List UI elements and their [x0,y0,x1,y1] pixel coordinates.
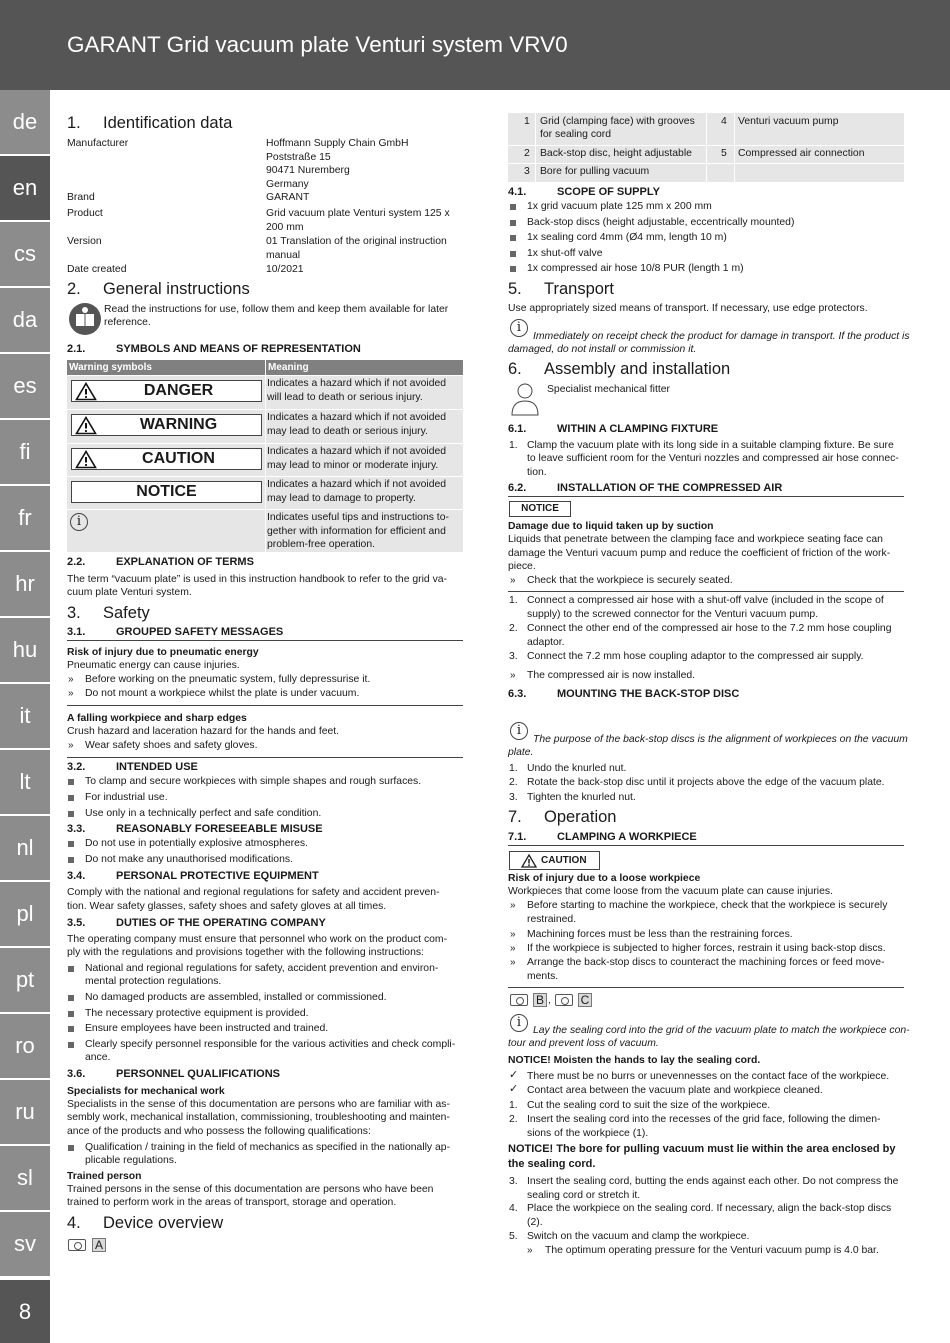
check-icon: ✓ [509,1069,519,1081]
bullet-arrow: » [68,674,74,685]
misuse-1: Do not use in potentially explosive atmospheres. [85,838,308,849]
air-step-text: supply) to the screwed connector for the Venturi vacuum pump. [527,608,819,620]
loose-workpiece-text: Workpieces that come loose from the vacuum plate can cause injuries. [508,886,833,897]
id-value: 01 Translation of the original instruction [266,236,447,247]
trained-person-title: Trained person [67,1171,142,1182]
divider [508,591,904,592]
bullet-square [510,220,516,226]
language-tab-pt[interactable]: pt [0,948,50,1012]
step-number: 3. [509,651,518,662]
warning-triangle-icon [521,854,537,868]
suction-warning-title: Damage due to liquid taken up by suction [508,521,714,532]
duties-text-line1: The operating company must ensure that personnel who work on the product com- [67,934,448,945]
id-label: Version [67,236,102,247]
person-icon [509,382,541,416]
general-intro-line2: reference. [104,317,151,328]
section-7-heading: 7. Operation [508,808,617,826]
divider [508,987,904,988]
suction-text-line2: damage the Venturi vacuum pump and reduce the coefficient of friction of the work- [508,548,891,559]
signal-word-label: WARNING [139,416,218,433]
info-icon: i [510,319,528,337]
page-header [0,0,950,90]
figure-label-b: B [533,993,547,1007]
part-name: Venturi vacuum pump [738,116,839,127]
language-tab-pl[interactable]: pl [0,882,50,946]
part-name: Back-stop disc, height adjustable [540,148,692,159]
bullet-square [510,235,516,241]
id-label: Manufacturer [67,138,129,149]
page-number: 8 [0,1280,50,1343]
figure-label-a: A [92,1238,106,1252]
meaning-text: may lead to minor or moderate injury. [267,459,439,471]
transport-info-line1: Immediately on receipt check the product for damage in transport. If the product is [533,331,910,342]
section-2-1-heading: 2.1. SYMBOLS AND MEANS OF REPRESENTATION [67,343,361,355]
id-label: Product [67,208,103,219]
camera-icon [510,994,528,1006]
signal-word-notice [71,481,262,503]
pneumatic-item-2: Do not mount a workpiece whilst the plate is under vacuum. [85,688,360,699]
bullet-arrow: » [68,688,74,699]
section-6-heading: 6. Assembly and installation [508,360,731,378]
part-name: Grid (clamping face) with grooves [540,116,695,127]
signal-word-danger [71,380,262,402]
mechanical-specialists-title: Specialists for mechanical work [67,1086,225,1097]
section-3-6-heading: 3.6. PERSONNEL QUALIFICATIONS [67,1068,280,1080]
language-tab-es[interactable]: es [0,354,50,418]
transport-text: Use appropriately sized means of transport. If necessary, use edge protectors. [508,303,868,314]
language-tab-sl[interactable]: sl [0,1146,50,1210]
section-6-3-heading: 6.3. MOUNTING THE BACK-STOP DISC [508,688,740,700]
sealing-step: Insert the sealing cord, butting the ends against each other. Do not compress the [527,1176,899,1187]
supply-item: 1x shut-off valve [527,247,603,259]
duties-item-1a: National and regional regulations for safety, accident prevention and environ- [85,963,439,974]
id-value: 200 mm [266,221,304,233]
divider [734,113,735,182]
divider [67,640,463,641]
bullet-arrow: » [527,1245,533,1256]
language-tab-de[interactable]: de [0,90,50,154]
step-number: 2. [509,623,518,634]
bullet-square [68,995,74,1001]
id-label: Brand [67,192,95,203]
step-number: 1. [509,440,518,451]
bullet-arrow: » [510,670,516,681]
clamping-item: ments. [527,970,559,982]
table-header-meaning: Meaning [265,360,463,375]
mech-text-line3: ance of the products and who possess the following qualifications: [67,1126,371,1137]
step-number: 1. [509,595,518,606]
language-tab-nl[interactable]: nl [0,816,50,880]
bullet-arrow: » [510,900,516,911]
language-tab-en[interactable]: en [0,156,50,220]
bullet-square [68,857,74,863]
symbol-cell [67,510,265,552]
intended-use-3: Use only in a technically perfect and safe condition. [85,808,322,819]
figure-label-c: C [578,993,592,1007]
bullet-square [510,251,516,257]
bullet-arrow: » [510,575,516,586]
clamping-item: restrained. [527,913,577,925]
meaning-text: will lead to death or serious injury. [267,391,423,403]
notice-bore-line1: NOTICE! The bore for pulling vacuum must lie within the area enclosed by [508,1143,896,1155]
air-step-text: Connect the 7.2 mm hose coupling adaptor to the compressed air supply. [527,651,864,662]
bullet-square [68,795,74,801]
misuse-2: Do not make any unauthorised modifications. [85,854,293,865]
mech-text-line2: sembly work, mechanical installation, commissioning, troubleshooting and mainten- [67,1112,450,1123]
id-value: Hoffmann Supply Chain GmbH [266,138,409,149]
supply-item: 1x compressed air hose 10/8 PUR (length 1 m) [527,263,744,275]
caution-badge [509,851,600,870]
language-tab-da[interactable]: da [0,288,50,352]
step-number: 5. [509,1231,518,1242]
part-number: 4 [721,116,727,127]
section-3-5-heading: 3.5. DUTIES OF THE OPERATING COMPANY [67,917,326,929]
sealing-step: Insert the sealing cord into the recesses of the grid face, following the dimen- [527,1114,881,1125]
part-number: 3 [524,166,530,177]
loose-workpiece-title: Risk of injury due to a loose workpiece [508,873,701,884]
bullet-square [68,1145,74,1151]
section-5-heading: 5. Transport [508,280,614,298]
signal-word-warning [71,414,262,436]
caution-label: CAUTION [541,855,587,866]
pneumatic-warning-title: Risk of injury due to pneumatic energy [67,647,259,658]
duties-item-5a: Clearly specify personnel responsible for the various activities and check compli- [85,1039,456,1050]
clamping-item: Before starting to machine the workpiece, check that the workpiece is securely [527,900,888,911]
language-tab-hr[interactable]: hr [0,552,50,616]
supply-item: Back-stop discs (height adjustable, eccentrically mounted) [527,216,795,228]
duties-item-2: No damaged products are assembled, installed or commissioned. [85,992,387,1003]
backstop-step-2: Rotate the back-stop disc until it projects above the edge of the vacuum plate. [527,777,885,788]
supply-item: 1x grid vacuum plate 125 mm x 200 mm [527,201,712,212]
bullet-square [68,811,74,817]
meaning-text: Indicates a hazard which if not avoided [267,412,447,423]
sealing-step: sions of the workpiece (1). [527,1127,649,1139]
id-value: 90471 Nuremberg [266,165,350,176]
meaning-text: gether with information for efficient and [267,525,446,537]
check-icon: ✓ [509,1083,519,1095]
step-number: 3. [509,792,518,803]
language-tab-it[interactable]: it [0,684,50,748]
language-tab-hu[interactable]: hu [0,618,50,682]
step-number: 2. [509,1114,518,1125]
trained-text-line2: trained to perform work in the areas of transport, storage and operation. [67,1197,397,1208]
part-number: 5 [721,148,727,159]
bullet-square [68,779,74,785]
duties-item-1b: mental protection regulations. [85,976,222,987]
info-icon: i [70,513,88,531]
divider [508,845,904,846]
bullet-square [68,966,74,972]
terms-text-line1: The term “vacuum plate” is used in this instruction handbook to refer to the grid va- [67,574,448,585]
notice-moisten: NOTICE! Moisten the hands to lay the sealing cord. [508,1055,761,1066]
read-manual-icon [68,302,102,336]
id-label: Date created [67,264,127,275]
section-4-heading: 4. Device overview [67,1214,224,1232]
duties-item-4: Ensure employees have been instructed and trained. [85,1023,329,1034]
sealing-info-line1: Lay the sealing cord into the grid of the vacuum plate to match the workpiece con- [533,1025,910,1036]
language-tab-ro[interactable]: ro [0,1014,50,1078]
signal-word-label: NOTICE [136,483,197,500]
part-name: Compressed air connection [738,148,865,159]
signal-word-label: DANGER [143,382,214,399]
meaning-text: Indicates a hazard which if not avoided [267,378,447,389]
section-1-heading: 1. Identification data [67,114,233,132]
warning-triangle-icon [75,416,97,435]
divider [67,757,463,758]
notice-badge: NOTICE [509,501,571,517]
meaning-text: may lead to damage to property. [267,492,416,504]
bullet-square [510,204,516,210]
section-3-heading: 3. Safety [67,604,150,622]
section-4-1-heading: 4.1. SCOPE OF SUPPLY [508,186,660,198]
language-sidebar [0,90,50,1343]
camera-icon [68,1239,86,1251]
bullet-arrow: » [68,740,74,751]
language-tab-sv[interactable]: sv [0,1212,50,1276]
step-number: 1. [509,763,518,774]
document-title: GARANT Grid vacuum plate Venturi system VRV0 [67,32,568,57]
air-result: The compressed air is now installed. [527,670,696,681]
signal-word-caution [71,448,262,470]
sealing-step: (2). [527,1216,543,1228]
signal-word-label: CAUTION [142,450,215,467]
warning-triangle-icon [75,382,97,401]
divider [508,496,904,497]
check-item-2: Contact area between the vacuum plate and workpiece cleaned. [527,1085,823,1096]
pneumatic-item-1: Before working on the pneumatic system, fully depressurise it. [85,674,371,685]
meaning-text: Indicates a hazard which if not avoided [267,479,447,490]
id-value: GARANT [266,192,310,203]
role-label: Specialist mechanical fitter [547,384,671,395]
mech-item-a: Qualification / training in the field of mechanics as specified in the nationally ap- [85,1142,451,1153]
operating-pressure-result: The optimum operating pressure for the Venturi vacuum pump is 4.0 bar. [545,1245,879,1256]
bullet-square [68,841,74,847]
step-number: 3. [509,1176,518,1187]
suction-item: Check that the workpiece is securely seated. [527,575,733,586]
id-value: manual [266,249,301,261]
info-icon: i [510,722,528,740]
bullet-square [68,1026,74,1032]
sealing-step: Switch on the vacuum and clamp the workpiece. [527,1231,750,1242]
general-intro-line1: Read the instructions for use, follow them and keep them available for later [104,304,449,315]
air-step-text: adaptor. [527,636,565,648]
divider [67,705,463,706]
figure-separator: , [548,995,551,1006]
language-tab-cs[interactable]: cs [0,222,50,286]
suction-text-line3: piece. [508,561,536,572]
section-7-1-heading: 7.1. CLAMPING A WORKPIECE [508,831,697,843]
air-step-text: Connect the other end of the compressed air hose to the 7.2 mm hose coupling [527,623,892,634]
trained-text-line1: Trained persons in the sense of this documentation are persons who have been [67,1184,434,1195]
backstop-step-1: Undo the knurled nut. [527,763,627,774]
clamping-item: Machining forces must be less than the restraining forces. [527,929,793,940]
intended-use-1: To clamp and secure workpieces with simple shapes and rough surfaces. [85,776,422,787]
meaning-text: may lead to death or serious injury. [267,425,428,437]
part-name-cont: for sealing cord [540,129,612,140]
clamping-item: Arrange the back-stop discs to counteract the machining forces or feed move- [527,957,885,968]
duties-item-3: The necessary protective equipment is provided. [85,1008,309,1019]
bullet-arrow: » [510,943,516,954]
air-step-text: Connect a compressed air hose with a shut-off valve (included in the scope of [527,595,884,606]
step-number: 2. [509,777,518,788]
part-name: Bore for pulling vacuum [540,166,650,177]
section-3-1-heading: 3.1. GROUPED SAFETY MESSAGES [67,626,284,638]
intended-use-2: For industrial use. [85,792,168,803]
duties-text-line2: ply with the regulations and provisions together with the following instructions: [67,947,424,958]
falling-warning-title: A falling workpiece and sharp edges [67,713,247,724]
warning-triangle-icon [75,450,97,469]
falling-warning-text: Crush hazard and laceration hazard for the hands and feet. [67,726,340,737]
sealing-info-line2: tour and prevent loss of vacuum. [508,1038,659,1049]
part-number: 1 [524,116,530,127]
divider [535,113,536,182]
id-value: Grid vacuum plate Venturi system 125 x [266,208,450,219]
language-tab-lt[interactable]: lt [0,750,50,814]
section-6-1-heading: 6.1. WITHIN A CLAMPING FIXTURE [508,423,719,435]
ppe-text-line2: tion. Wear safety glasses, safety shoes and safety gloves at all times. [67,901,387,912]
mech-item-b: plicable regulations. [85,1155,177,1166]
bullet-square [68,1042,74,1048]
section-6-2-heading: 6.2. INSTALLATION OF THE COMPRESSED AIR [508,482,783,494]
info-icon: i [510,1014,528,1032]
divider [706,113,707,182]
falling-item-1: Wear safety shoes and safety gloves. [85,740,258,751]
duties-item-5b: ance. [85,1052,111,1063]
meaning-text: problem-free operation. [267,539,376,550]
notice-bore-line2: the sealing cord. [508,1158,596,1170]
meaning-text: Indicates useful tips and instructions to- [267,512,449,523]
section-2-2-heading: 2.2. EXPLANATION OF TERMS [67,556,254,568]
bullet-arrow: » [510,929,516,940]
section-3-3-heading: 3.3. REASONABLY FORESEEABLE MISUSE [67,823,323,835]
sealing-step: Cut the sealing cord to suit the size of the workpiece. [527,1100,771,1111]
clamp-step-line3: tion. [527,467,547,478]
section-3-4-heading: 3.4. PERSONAL PROTECTIVE EQUIPMENT [67,870,319,882]
bullet-square [510,266,516,272]
language-tab-fr[interactable]: fr [0,486,50,550]
meaning-text: Indicates a hazard which if not avoided [267,446,447,457]
mech-text-line1: Specialists in the sense of this documentation are persons who are familiar with as- [67,1099,450,1110]
language-tab-fi[interactable]: fi [0,420,50,484]
terms-text-line2: cuum plate Venturi system. [67,587,192,598]
backstop-info-line1: The purpose of the back-stop discs is the alignment of workpieces on the vacuum [533,734,908,745]
step-number: 1. [509,1100,518,1111]
backstop-info-line2: plate. [508,747,534,758]
backstop-step-3: Tighten the knurled nut. [527,792,636,803]
part-number: 2 [524,148,530,159]
section-3-2-heading: 3.2. INTENDED USE [67,761,198,773]
ppe-text-line1: Comply with the national and regional regulations for safety and accident preven- [67,887,440,898]
language-tab-ru[interactable]: ru [0,1080,50,1144]
step-number: 4. [509,1203,518,1214]
clamp-step-line1: Clamp the vacuum plate with its long side in a suitable clamping fixture. Be sure [527,440,894,451]
id-value: Germany [266,178,309,190]
section-2-heading: 2. General instructions [67,280,250,298]
sealing-step: Place the workpiece on the sealing cord. If necessary, align the back-stop discs [527,1203,892,1214]
check-item-1: There must be no burrs or unevennesses on the contact face of the workpiece. [527,1071,890,1082]
suction-text-line1: Liquids that penetrate between the clamping face and workpiece seating face can [508,534,883,545]
id-value: 10/2021 [266,264,304,275]
clamping-item: If the workpiece is subjected to higher forces, restrain it using back-stop discs. [527,943,886,954]
pneumatic-warning-text: Pneumatic energy can cause injuries. [67,660,240,671]
transport-info-line2: damaged, do not install or commission it. [508,344,697,355]
bullet-square [68,1011,74,1017]
supply-item: 1x sealing cord 4mm (Ø4 mm, length 10 m) [527,232,727,244]
table-header-symbols: Warning symbols [67,360,265,375]
clamp-step-line2: to leave sufficient room for the Venturi nozzles and compressed air hose connec- [527,453,899,464]
sealing-step: sealing cord or stretch it. [527,1189,641,1201]
camera-icon [555,994,573,1006]
bullet-arrow: » [510,957,516,968]
id-value: Poststraße 15 [266,151,331,163]
